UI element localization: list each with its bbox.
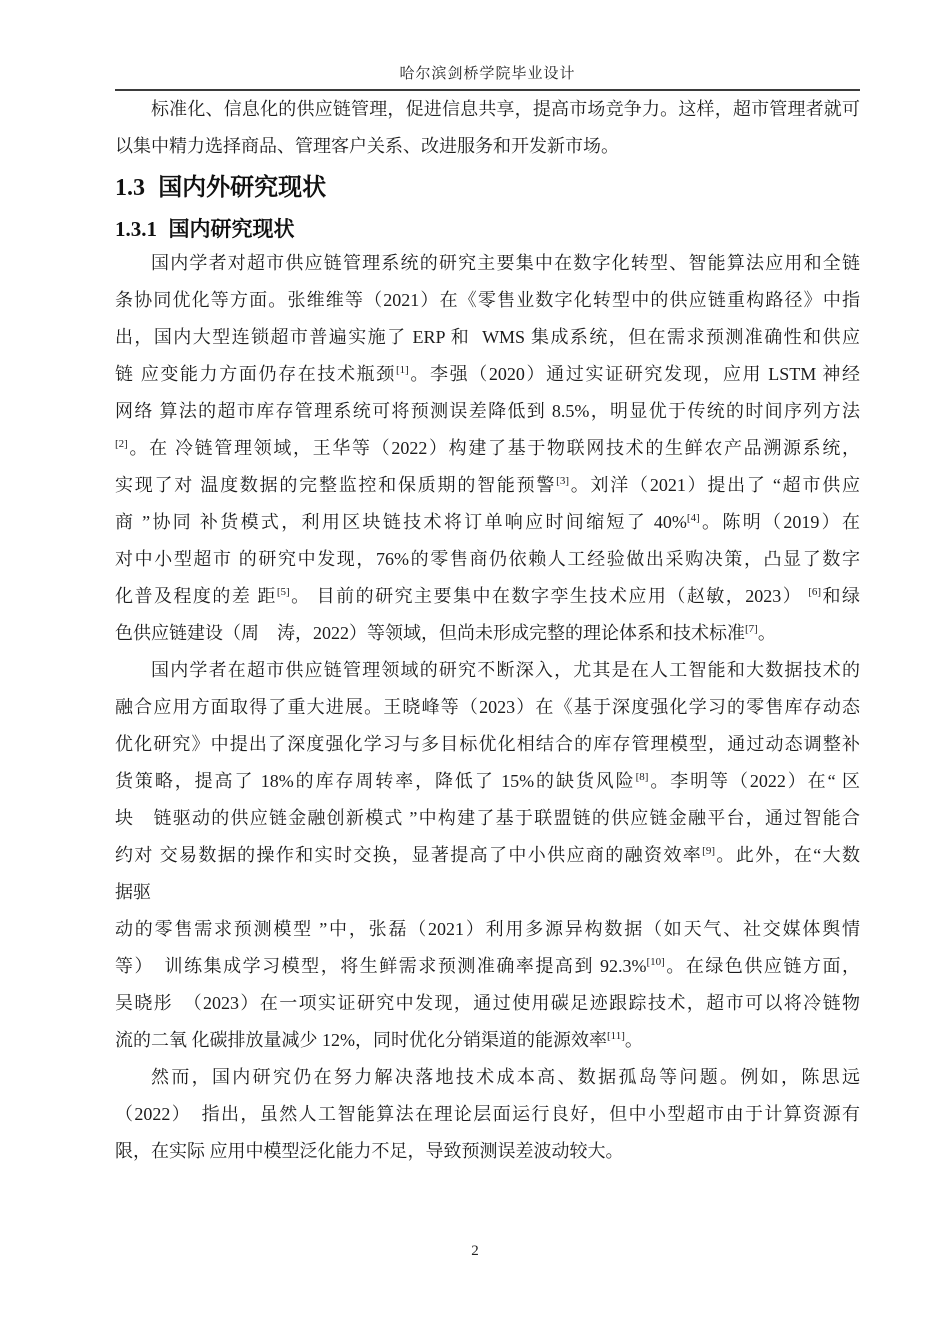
citation-ref: [10] — [646, 956, 665, 968]
paragraph — [115, 245, 860, 652]
text-line: 化普及程度的差 距[5]。 目前的研究主要集中在数字孪生技术应用（赵敏，2023） [6]和绿 — [115, 586, 861, 606]
text-line: 条协同优化等方面。张维维等（2021）在《零售业数字化转型中的供应链重构路径》中指 — [115, 290, 860, 310]
paragraph — [115, 652, 860, 1059]
text-line: 动的零售需求预测模型 ”中，张磊（2021）利用多源异构数据（如天气、社交媒体舆情 — [115, 919, 860, 939]
intro-paragraph — [115, 91, 860, 165]
text-line: 实现了对 温度数据的完整监控和保质期的智能预警[3]。刘洋（2021）提出了 “超市供应 — [115, 475, 860, 495]
text-line: 以集中精力选择商品、管理客户关系、改进服务和开发新市场。 — [115, 136, 619, 156]
text-line: 国内学者对超市供应链管理系统的研究主要集中在数字化转型、智能算法应用和全链 — [151, 253, 860, 273]
citation-ref: [9] — [702, 845, 715, 857]
section-number: 1.3 — [115, 175, 145, 201]
header-title: 哈尔滨剑桥学院毕业设计 — [399, 66, 576, 82]
subsection-number: 1.3.1 — [115, 217, 157, 241]
text-line: 优化研究》中提出了深度强化学习与多目标优化相结合的库存管理模型，通过动态调整补 — [115, 734, 860, 754]
paragraph — [115, 1059, 860, 1170]
section-title: 国内外研究现状 — [158, 174, 327, 201]
text-line: 标准化、信息化的供应链管理，促进信息共享，提高市场竞争力。这样，超市管理者就可 — [151, 99, 860, 119]
text-line: 块 链驱动的供应链金融创新模式 ”中构建了基于联盟链的供应链金融平台，通过智能合 — [115, 808, 860, 828]
citation-ref: [6] — [808, 586, 822, 598]
text-line: 链 应变能力方面仍存在技术瓶颈[1]。李强（2020）通过实证研究发现，应用 LSTM 神经 — [115, 364, 861, 384]
text-line: 约对 交易数据的操作和实时交换，显著提高了中小供应商的融资效率[9]。此外，在“大数 — [115, 845, 860, 865]
citation-ref: [8] — [635, 771, 649, 783]
text-line: 货策略，提高了 18%的库存周转率，降低了 15%的缺货风险[8]。李明等（2022）在“ 区 — [115, 771, 860, 791]
text-line: 限，在实际 应用中模型泛化能力不足，导致预测误差波动较大。 — [115, 1141, 624, 1161]
text-line: 国内学者在超市供应链管理领域的研究不断深入，尤其是在人工智能和大数据技术的 — [151, 660, 860, 680]
text-line: 流的二氧 化碳排放量减少 12%，同时优化分销渠道的能源效率[11]。 — [115, 1030, 643, 1050]
text-line: 融合应用方面取得了重大进展。王晓峰等（2023）在《基于深度强化学习的零售库存动态 — [115, 697, 860, 717]
citation-ref: [11] — [607, 1030, 625, 1042]
citation-ref: [2] — [115, 438, 128, 450]
text-line: 商 ”协同 补货模式，利用区块链技术将订单响应时间缩短了 40%[4]。陈明（2019）在 — [115, 512, 861, 532]
running-header — [115, 62, 860, 91]
citation-ref: [1] — [395, 364, 409, 376]
text-line: 然而，国内研究仍在努力解决落地技术成本高、数据孤岛等问题。例如，陈思远 — [151, 1067, 860, 1087]
text-line: 对中小型超市 的研究中发现，76%的零售商仍依赖人工经验做出采购决策，凸显了数字 — [115, 549, 860, 569]
section-heading — [115, 170, 860, 206]
text-line: 出，国内大型连锁超市普遍实施了 ERP 和 WMS 集成系统，但在需求预测准确性和供应 — [115, 327, 860, 347]
page-number: 2 — [471, 1243, 479, 1259]
body-paragraphs — [115, 245, 860, 1170]
citation-ref: [3] — [556, 475, 569, 487]
subsection-heading — [115, 214, 860, 245]
citation-ref: [7] — [745, 623, 758, 635]
text-line: 色供应链建设（周 涛，2022）等领域，但尚未形成完整的理论体系和技术标准[7]。 — [115, 623, 776, 643]
text-line: （2022） 指出，虽然人工智能算法在理论层面运行良好，但中小型超市由于计算资源有 — [115, 1104, 860, 1124]
text-line: 等） 训练集成学习模型，将生鲜需求预测准确率提高到 92.3%[10]。在绿色供应链方面， — [115, 956, 860, 976]
citation-ref: [5] — [276, 586, 290, 598]
citation-ref: [4] — [686, 512, 700, 524]
text-line: 网络 算法的超市库存管理系统可将预测误差降低到 8.5%，明显优于传统的时间序列方法 — [115, 401, 860, 421]
subsection-title: 国内研究现状 — [168, 218, 295, 241]
text-line: [2]。在 冷链管理领域，王华等（2022）构建了基于物联网技术的生鲜农产品溯源系统， — [115, 438, 860, 458]
text-line: 据驱 — [115, 882, 151, 902]
text-line: 吴晓彤 （2023）在一项实证研究中发现，通过使用碳足迹跟踪技术，超市可以将冷链物 — [115, 993, 860, 1013]
